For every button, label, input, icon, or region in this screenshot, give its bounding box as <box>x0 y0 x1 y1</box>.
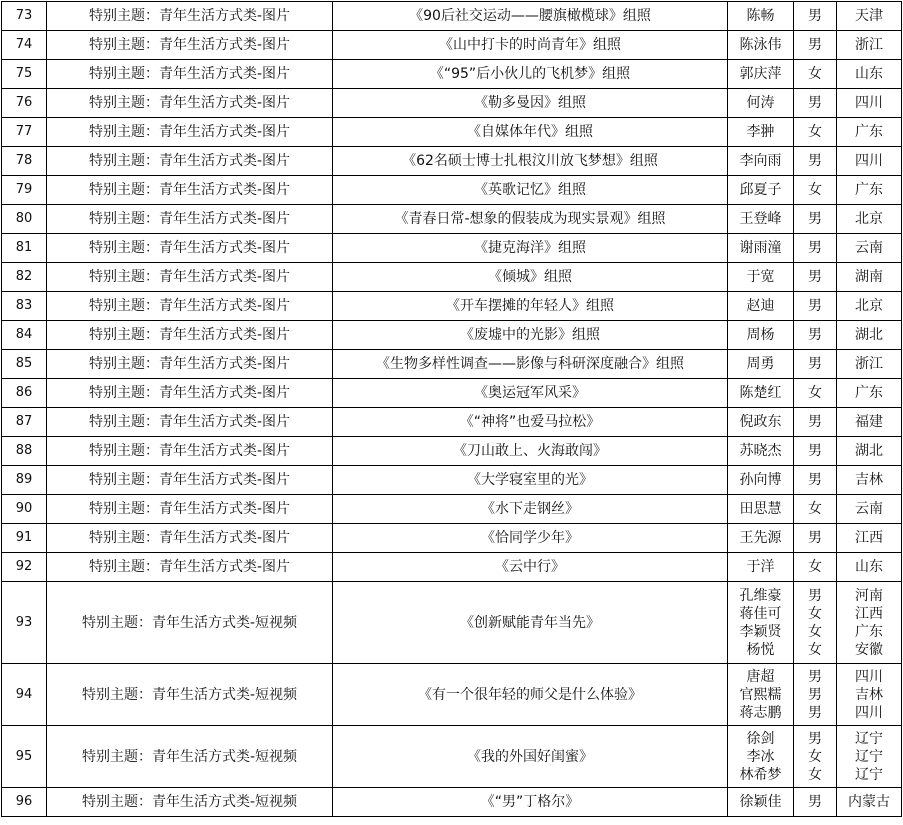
row-number-cell: 87 <box>2 408 47 437</box>
person-name: 王先源 <box>739 530 782 546</box>
gender-cell <box>794 582 837 664</box>
row-number-cell: 78 <box>2 147 47 176</box>
person-name: 杨悦 <box>746 641 775 658</box>
title-cell: 《90后社交运动——腰旗橄榄球》组照 <box>333 2 728 31</box>
person-gender: 男 <box>808 414 822 430</box>
person-name: 周勇 <box>746 356 775 372</box>
title-cell: 《62名硕士博士扎根汶川放飞梦想》组照 <box>333 147 728 176</box>
person-gender: 男 <box>808 269 822 285</box>
table-row <box>2 2 902 31</box>
person-name: 苏晓杰 <box>739 443 782 459</box>
category-cell: 特别主题：青年生活方式类-图片 <box>47 524 333 553</box>
person-name: 王登峰 <box>739 211 782 227</box>
gender-cell <box>794 788 837 817</box>
name-cell <box>728 726 794 788</box>
table-row <box>2 263 902 292</box>
table-row <box>2 379 902 408</box>
person-region: 广东 <box>855 124 883 140</box>
row-number-cell: 81 <box>2 234 47 263</box>
name-cell <box>728 31 794 60</box>
person-region: 云南 <box>855 240 883 256</box>
person-name: 田思慧 <box>739 501 782 517</box>
person-region: 辽宁 <box>855 766 883 783</box>
person-gender: 男 <box>808 668 822 685</box>
region-cell <box>837 582 902 664</box>
person-region: 江西 <box>855 530 883 546</box>
person-region: 浙江 <box>855 37 883 53</box>
person-gender: 女 <box>808 501 822 517</box>
region-cell <box>837 437 902 466</box>
row-number-cell: 80 <box>2 205 47 234</box>
person-region: 四川 <box>855 668 883 685</box>
person-region: 北京 <box>855 298 883 314</box>
category-cell: 特别主题：青年生活方式类-图片 <box>47 2 333 31</box>
name-cell <box>728 582 794 664</box>
gender-cell <box>794 495 837 524</box>
person-region: 广东 <box>855 623 883 640</box>
person-name: 唐超 <box>746 668 775 685</box>
person-region: 山东 <box>855 66 883 82</box>
region-cell <box>837 495 902 524</box>
gender-cell <box>794 726 837 788</box>
title-cell: 《恰同学少年》 <box>333 524 728 553</box>
gender-cell <box>794 89 837 118</box>
name-cell <box>728 788 794 817</box>
person-region: 吉林 <box>855 472 883 488</box>
name-cell <box>728 379 794 408</box>
title-cell: 《开车摆摊的年轻人》组照 <box>333 292 728 321</box>
title-cell: 《大学寝室里的光》 <box>333 466 728 495</box>
person-name: 周杨 <box>746 327 775 343</box>
person-name: 孙向博 <box>739 472 782 488</box>
table-row <box>2 89 902 118</box>
person-region: 吉林 <box>855 686 883 703</box>
name-cell <box>728 466 794 495</box>
person-region: 天津 <box>855 8 883 24</box>
category-cell: 特别主题：青年生活方式类-图片 <box>47 118 333 147</box>
table-row <box>2 726 902 788</box>
region-cell <box>837 553 902 582</box>
gender-cell <box>794 466 837 495</box>
name-cell <box>728 176 794 205</box>
table-row <box>2 118 902 147</box>
title-cell: 《“神将”也爱马拉松》 <box>333 408 728 437</box>
person-region: 四川 <box>855 704 883 721</box>
person-gender: 男 <box>808 443 822 459</box>
person-gender: 女 <box>808 559 822 575</box>
table-row <box>2 582 902 664</box>
table-row <box>2 524 902 553</box>
person-name: 徐颖佳 <box>739 794 782 810</box>
category-cell: 特别主题：青年生活方式类-短视频 <box>47 726 333 788</box>
category-cell: 特别主题：青年生活方式类-图片 <box>47 495 333 524</box>
title-cell: 《奥运冠军风采》 <box>333 379 728 408</box>
title-cell: 《倾城》组照 <box>333 263 728 292</box>
person-name: 李冰 <box>746 748 775 765</box>
category-cell: 特别主题：青年生活方式类-图片 <box>47 408 333 437</box>
table-body <box>2 2 902 817</box>
person-region: 辽宁 <box>855 748 883 765</box>
title-cell: 《“男”丁格尔》 <box>333 788 728 817</box>
region-cell <box>837 788 902 817</box>
person-name: 倪政东 <box>739 414 782 430</box>
name-cell <box>728 408 794 437</box>
category-cell: 特别主题：青年生活方式类-图片 <box>47 321 333 350</box>
row-number-cell: 91 <box>2 524 47 553</box>
gender-cell <box>794 234 837 263</box>
person-name: 官熙糯 <box>739 686 782 703</box>
title-cell: 《自媒体年代》组照 <box>333 118 728 147</box>
region-cell <box>837 408 902 437</box>
region-cell <box>837 664 902 726</box>
table-row <box>2 147 902 176</box>
table-row <box>2 321 902 350</box>
table-row <box>2 664 902 726</box>
title-cell: 《我的外国好闺蜜》 <box>333 726 728 788</box>
region-cell <box>837 263 902 292</box>
title-cell: 《青春日常-想象的假装成为现实景观》组照 <box>333 205 728 234</box>
row-number-cell: 88 <box>2 437 47 466</box>
title-cell: 《捷克海洋》组照 <box>333 234 728 263</box>
category-cell: 特别主题：青年生活方式类-图片 <box>47 205 333 234</box>
row-number-cell: 73 <box>2 2 47 31</box>
title-cell: 《云中行》 <box>333 553 728 582</box>
person-name: 郭庆萍 <box>739 66 782 82</box>
name-cell <box>728 321 794 350</box>
person-name: 李向雨 <box>739 153 782 169</box>
region-cell <box>837 118 902 147</box>
row-number-cell: 94 <box>2 664 47 726</box>
person-gender: 男 <box>808 8 822 24</box>
gender-cell <box>794 263 837 292</box>
person-region: 湖北 <box>855 327 883 343</box>
title-cell: 《英歌记忆》组照 <box>333 176 728 205</box>
gender-cell <box>794 31 837 60</box>
person-gender: 女 <box>808 385 822 401</box>
person-region: 广东 <box>855 385 883 401</box>
category-cell: 特别主题：青年生活方式类-图片 <box>47 466 333 495</box>
table-row <box>2 292 902 321</box>
name-cell <box>728 553 794 582</box>
category-cell: 特别主题：青年生活方式类-图片 <box>47 176 333 205</box>
category-cell: 特别主题：青年生活方式类-图片 <box>47 553 333 582</box>
person-gender: 女 <box>808 748 822 765</box>
gender-cell <box>794 408 837 437</box>
title-cell: 《勒多曼因》组照 <box>333 89 728 118</box>
row-number-cell: 85 <box>2 350 47 379</box>
person-name: 陈泳伟 <box>739 37 782 53</box>
row-number-cell: 75 <box>2 60 47 89</box>
person-gender: 女 <box>808 124 822 140</box>
person-gender: 男 <box>808 472 822 488</box>
gender-cell <box>794 2 837 31</box>
table-row <box>2 205 902 234</box>
row-number-cell: 79 <box>2 176 47 205</box>
person-gender: 女 <box>808 623 822 640</box>
person-region: 辽宁 <box>855 730 883 747</box>
person-gender: 男 <box>808 530 822 546</box>
person-gender: 男 <box>808 587 822 604</box>
person-region: 河南 <box>855 587 883 604</box>
gender-cell <box>794 379 837 408</box>
table-row <box>2 60 902 89</box>
table-row <box>2 466 902 495</box>
gender-cell <box>794 524 837 553</box>
row-number-cell: 83 <box>2 292 47 321</box>
person-gender: 女 <box>808 605 822 622</box>
region-cell <box>837 466 902 495</box>
title-cell: 《创新赋能青年当先》 <box>333 582 728 664</box>
gender-cell <box>794 147 837 176</box>
row-number-cell: 92 <box>2 553 47 582</box>
person-gender: 男 <box>808 794 822 810</box>
person-region: 山东 <box>855 559 883 575</box>
table-row <box>2 437 902 466</box>
table-row <box>2 31 902 60</box>
gender-cell <box>794 118 837 147</box>
person-gender: 男 <box>808 704 822 721</box>
row-number-cell: 82 <box>2 263 47 292</box>
region-cell <box>837 379 902 408</box>
gender-cell <box>794 205 837 234</box>
person-gender: 男 <box>808 327 822 343</box>
title-cell: 《“95”后小伙儿的飞机梦》组照 <box>333 60 728 89</box>
gender-cell <box>794 176 837 205</box>
name-cell <box>728 118 794 147</box>
name-cell <box>728 292 794 321</box>
table-row <box>2 176 902 205</box>
person-name: 林希梦 <box>739 766 782 783</box>
name-cell <box>728 147 794 176</box>
category-cell: 特别主题：青年生活方式类-图片 <box>47 437 333 466</box>
person-region: 湖北 <box>855 443 883 459</box>
person-region: 福建 <box>855 414 883 430</box>
person-gender: 男 <box>808 95 822 111</box>
name-cell <box>728 350 794 379</box>
row-number-cell: 96 <box>2 788 47 817</box>
name-cell <box>728 234 794 263</box>
name-cell <box>728 205 794 234</box>
person-gender: 女 <box>808 66 822 82</box>
person-name: 陈畅 <box>746 8 775 24</box>
name-cell <box>728 89 794 118</box>
category-cell: 特别主题：青年生活方式类-图片 <box>47 292 333 321</box>
table-row <box>2 553 902 582</box>
person-name: 孔维豪 <box>739 587 782 604</box>
category-cell: 特别主题：青年生活方式类-图片 <box>47 263 333 292</box>
title-cell: 《有一个很年轻的师父是什么体验》 <box>333 664 728 726</box>
row-number-cell: 84 <box>2 321 47 350</box>
gender-cell <box>794 60 837 89</box>
table-row <box>2 788 902 817</box>
region-cell <box>837 176 902 205</box>
person-name: 邱夏子 <box>739 182 782 198</box>
name-cell <box>728 60 794 89</box>
person-name: 于宽 <box>746 269 775 285</box>
person-region: 云南 <box>855 501 883 517</box>
name-cell <box>728 495 794 524</box>
region-cell <box>837 524 902 553</box>
title-cell: 《水下走钢丝》 <box>333 495 728 524</box>
person-gender: 男 <box>808 730 822 747</box>
title-cell: 《山中打卡的时尚青年》组照 <box>333 31 728 60</box>
gender-cell <box>794 553 837 582</box>
gender-cell <box>794 350 837 379</box>
name-cell <box>728 437 794 466</box>
category-cell: 特别主题：青年生活方式类-图片 <box>47 350 333 379</box>
person-name: 徐剑 <box>746 730 775 747</box>
category-cell: 特别主题：青年生活方式类-图片 <box>47 60 333 89</box>
person-region: 四川 <box>855 95 883 111</box>
table-row <box>2 408 902 437</box>
row-number-cell: 77 <box>2 118 47 147</box>
region-cell <box>837 147 902 176</box>
region-cell <box>837 205 902 234</box>
person-region: 湖南 <box>855 269 883 285</box>
name-cell <box>728 2 794 31</box>
person-gender: 女 <box>808 641 822 658</box>
category-cell: 特别主题：青年生活方式类-图片 <box>47 89 333 118</box>
row-number-cell: 95 <box>2 726 47 788</box>
region-cell <box>837 350 902 379</box>
title-cell: 《生物多样性调查——影像与科研深度融合》组照 <box>333 350 728 379</box>
person-region: 内蒙古 <box>848 794 890 810</box>
person-gender: 女 <box>808 766 822 783</box>
person-region: 四川 <box>855 153 883 169</box>
category-cell: 特别主题：青年生活方式类-短视频 <box>47 582 333 664</box>
gender-cell <box>794 664 837 726</box>
person-name: 蒋佳可 <box>739 605 782 622</box>
person-gender: 男 <box>808 240 822 256</box>
table-row <box>2 350 902 379</box>
category-cell: 特别主题：青年生活方式类-图片 <box>47 31 333 60</box>
row-number-cell: 86 <box>2 379 47 408</box>
name-cell <box>728 664 794 726</box>
name-cell <box>728 524 794 553</box>
table-row <box>2 234 902 263</box>
region-cell <box>837 89 902 118</box>
gender-cell <box>794 292 837 321</box>
gender-cell <box>794 437 837 466</box>
award-list-table <box>1 1 902 817</box>
person-name: 谢雨潼 <box>739 240 782 256</box>
person-region: 浙江 <box>855 356 883 372</box>
region-cell <box>837 292 902 321</box>
row-number-cell: 74 <box>2 31 47 60</box>
category-cell: 特别主题：青年生活方式类-短视频 <box>47 788 333 817</box>
region-cell <box>837 31 902 60</box>
person-name: 陈楚红 <box>739 385 782 401</box>
row-number-cell: 76 <box>2 89 47 118</box>
person-region: 北京 <box>855 211 883 227</box>
person-name: 于洋 <box>746 559 775 575</box>
person-gender: 男 <box>808 153 822 169</box>
person-gender: 男 <box>808 686 822 703</box>
region-cell <box>837 60 902 89</box>
region-cell <box>837 234 902 263</box>
gender-cell <box>794 321 837 350</box>
category-cell: 特别主题：青年生活方式类-图片 <box>47 234 333 263</box>
person-gender: 男 <box>808 298 822 314</box>
person-name: 何涛 <box>746 95 775 111</box>
row-number-cell: 89 <box>2 466 47 495</box>
person-region: 安徽 <box>855 641 883 658</box>
region-cell <box>837 726 902 788</box>
person-gender: 男 <box>808 37 822 53</box>
title-cell: 《废墟中的光影》组照 <box>333 321 728 350</box>
person-region: 江西 <box>855 605 883 622</box>
name-cell <box>728 263 794 292</box>
row-number-cell: 93 <box>2 582 47 664</box>
row-number-cell: 90 <box>2 495 47 524</box>
person-gender: 女 <box>808 182 822 198</box>
person-name: 李翀 <box>746 124 775 140</box>
person-region: 广东 <box>855 182 883 198</box>
category-cell: 特别主题：青年生活方式类-短视频 <box>47 664 333 726</box>
category-cell: 特别主题：青年生活方式类-图片 <box>47 147 333 176</box>
category-cell: 特别主题：青年生活方式类-图片 <box>47 379 333 408</box>
region-cell <box>837 321 902 350</box>
title-cell: 《刀山敢上、火海敢闯》 <box>333 437 728 466</box>
table-row <box>2 495 902 524</box>
person-name: 蒋志鹏 <box>739 704 782 721</box>
person-gender: 男 <box>808 356 822 372</box>
person-name: 赵迪 <box>746 298 775 314</box>
person-gender: 男 <box>808 211 822 227</box>
region-cell <box>837 2 902 31</box>
person-name: 李颖贤 <box>739 623 782 640</box>
